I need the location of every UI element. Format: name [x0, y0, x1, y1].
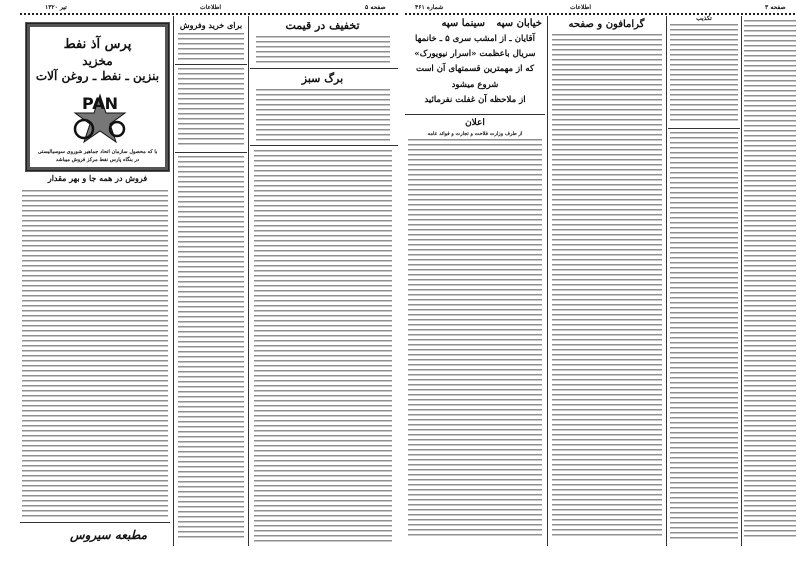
pars-naft-ad — [25, 22, 170, 172]
article-text — [256, 36, 390, 64]
notice-title: اعلان — [465, 118, 485, 128]
right-page-paper-name: اطلاعات — [570, 4, 592, 11]
ad-line: سینما سپه — [441, 18, 485, 29]
divider — [175, 64, 247, 65]
green-leaf-title: برگ سبز — [301, 72, 344, 85]
buy-sell-title: برای خرید وفروش — [179, 20, 243, 30]
ad-line: پرس آذ نفط — [63, 37, 132, 52]
article-text — [744, 20, 796, 540]
gramophone-title: گرامافون و صفحه — [568, 19, 645, 30]
cinema-sepah-ad — [405, 16, 545, 116]
divider — [20, 522, 170, 523]
ad-line: خیابان سپه — [496, 18, 542, 29]
right-page-number: شماره ۴۶۱ — [415, 4, 444, 11]
svg-text:PAN: PAN — [81, 94, 119, 113]
ad-line: آقایان ـ از امشب سری ۵ ـ خانمها — [415, 34, 535, 44]
article-text — [408, 139, 542, 539]
column-divider — [666, 16, 667, 546]
discount-title: تخفیف در قیمت — [285, 19, 360, 32]
ad-note: با که محصول سازمان اتحاد جماهیر شوروی سوسیالیستی — [37, 149, 158, 155]
article-text — [178, 33, 244, 61]
divider — [668, 128, 740, 129]
article-text — [178, 156, 244, 541]
article-text — [670, 132, 738, 540]
divider — [175, 152, 247, 153]
denial-title: تکذیب — [696, 15, 712, 22]
left-page-number: صفحه ۵ — [365, 4, 386, 11]
column-divider — [547, 16, 548, 546]
ad-footer: فروش در همه جا و بهر مقدار — [47, 173, 148, 183]
pan-star-logo-icon — [70, 87, 130, 147]
printer-signature: مطبعه سیروس — [70, 528, 148, 542]
article-text — [22, 190, 168, 520]
divider — [250, 145, 398, 146]
ad-line: از ملاحظه آن غفلت نفرمائید — [424, 95, 526, 105]
divider — [250, 68, 398, 69]
ad-line: سریال باعظمت «اسرار نیویورک» — [414, 49, 536, 59]
article-text — [254, 150, 392, 545]
column-divider — [741, 16, 742, 546]
column-divider — [173, 16, 174, 546]
ad-note: در بنگاه پارس نفط مرکز فروش میباشد — [55, 157, 140, 163]
notice-subtitle: از طرف وزارت فلاحت و تجارت و فوائد عامه — [427, 131, 523, 137]
divider — [405, 114, 545, 115]
ad-line: که از مهمترین قسمتهای آن است — [415, 64, 535, 74]
article-text — [670, 24, 738, 124]
column-divider — [248, 16, 249, 546]
ad-line: مخزید — [82, 54, 113, 68]
left-page-date: تیر ۱۳۲۰ — [45, 4, 67, 11]
article-text — [552, 34, 662, 539]
ad-line: شروع میشود — [451, 80, 499, 90]
article-text — [256, 89, 390, 141]
ad-line: بنزین ـ نفط ـ روغن آلات — [35, 69, 160, 83]
header-rule — [20, 13, 398, 15]
left-page-paper-name: اطلاعات — [200, 4, 222, 11]
right-page-page: صفحه ۳ — [765, 4, 786, 11]
article-text — [178, 68, 244, 148]
